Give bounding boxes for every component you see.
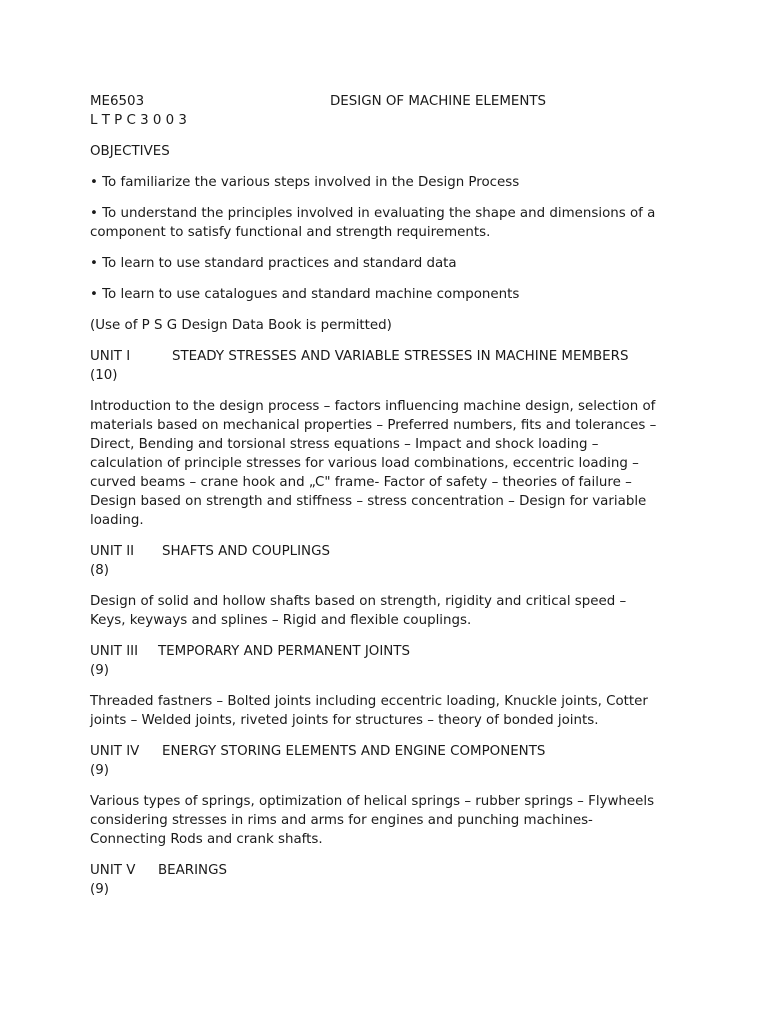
unit-name: UNIT IV bbox=[90, 744, 140, 759]
unit-heading bbox=[90, 642, 690, 661]
unit-body-line: loading. bbox=[90, 513, 144, 528]
spacer bbox=[90, 580, 690, 592]
unit-body-line: calculation of principle stresses for various load combinations, eccentric loading – bbox=[90, 456, 639, 471]
unit-hours: (10) bbox=[90, 368, 118, 383]
unit-body-line: Various types of springs, optimization of helical springs – rubber springs – Flywheels bbox=[90, 794, 655, 809]
spacer bbox=[90, 680, 690, 692]
spacer bbox=[90, 161, 690, 173]
unit-title: ENERGY STORING ELEMENTS AND ENGINE COMPONENTS bbox=[162, 744, 546, 759]
unit-heading bbox=[90, 861, 690, 880]
unit-body-line: Keys, keyways and splines – Rigid and flexible couplings. bbox=[90, 613, 472, 628]
unit-heading bbox=[90, 347, 690, 366]
spacer bbox=[90, 273, 690, 285]
objective-item-continuation: component to satisfy functional and strength requirements. bbox=[90, 225, 491, 240]
unit-body-line: considering stresses in rims and arms for engines and punching machines- bbox=[90, 813, 593, 828]
unit-hours: (8) bbox=[90, 563, 109, 578]
spacer bbox=[90, 530, 690, 542]
unit-title: TEMPORARY AND PERMANENT JOINTS bbox=[158, 644, 410, 659]
course-title: DESIGN OF MACHINE ELEMENTS bbox=[330, 94, 547, 109]
ltpc-line: L T P C 3 0 0 3 bbox=[90, 113, 187, 128]
spacer bbox=[90, 242, 690, 254]
objective-item: • To familiarize the various steps involved in the Design Process bbox=[90, 175, 520, 190]
spacer bbox=[90, 192, 690, 204]
objectives-note: (Use of P S G Design Data Book is permitted) bbox=[90, 318, 392, 333]
unit-name: UNIT III bbox=[90, 644, 139, 659]
spacer bbox=[90, 335, 690, 347]
spacer bbox=[90, 630, 690, 642]
unit-body-line: Threaded fastners – Bolted joints including eccentric loading, Knuckle joints, Cotter bbox=[90, 694, 648, 709]
unit-body-line: Design of solid and hollow shafts based on strength, rigidity and critical speed – bbox=[90, 594, 627, 609]
unit-hours: (9) bbox=[90, 882, 109, 897]
objective-item: • To learn to use catalogues and standard machine components bbox=[90, 287, 520, 302]
objective-item: • To understand the principles involved in evaluating the shape and dimensions of a bbox=[90, 206, 656, 221]
unit-hours: (9) bbox=[90, 763, 109, 778]
course-code: ME6503 bbox=[90, 94, 145, 109]
objectives-heading: OBJECTIVES bbox=[90, 144, 170, 159]
unit-name: UNIT I bbox=[90, 349, 131, 364]
spacer bbox=[90, 385, 690, 397]
spacer bbox=[90, 849, 690, 861]
unit-body-line: Design based on strength and stiffness – stress concentration – Design for variable bbox=[90, 494, 647, 509]
spacer bbox=[90, 304, 690, 316]
unit-body-line: Introduction to the design process – factors influencing machine design, selection of bbox=[90, 399, 656, 414]
unit-body-line: joints – Welded joints, riveted joints for structures – theory of bonded joints. bbox=[90, 713, 599, 728]
unit-body-line: materials based on mechanical properties – Preferred numbers, fits and tolerances – bbox=[90, 418, 657, 433]
unit-title: SHAFTS AND COUPLINGS bbox=[162, 544, 330, 559]
unit-title: STEADY STRESSES AND VARIABLE STRESSES IN MACHINE MEMBERS bbox=[172, 349, 629, 364]
unit-body-line: Direct, Bending and torsional stress equations – Impact and shock loading – bbox=[90, 437, 599, 452]
unit-heading bbox=[90, 542, 690, 561]
unit-body-line: curved beams – crane hook and „C" frame- Factor of safety – theories of failure – bbox=[90, 475, 632, 490]
unit-name: UNIT V bbox=[90, 863, 136, 878]
unit-hours: (9) bbox=[90, 663, 109, 678]
spacer bbox=[90, 780, 690, 792]
spacer bbox=[90, 130, 690, 142]
spacer bbox=[90, 730, 690, 742]
objective-item: • To learn to use standard practices and standard data bbox=[90, 256, 457, 271]
header-row bbox=[90, 92, 690, 111]
document-page bbox=[90, 92, 690, 899]
unit-heading bbox=[90, 742, 690, 761]
unit-body-line: Connecting Rods and crank shafts. bbox=[90, 832, 323, 847]
unit-name: UNIT II bbox=[90, 544, 135, 559]
unit-title: BEARINGS bbox=[158, 863, 227, 878]
